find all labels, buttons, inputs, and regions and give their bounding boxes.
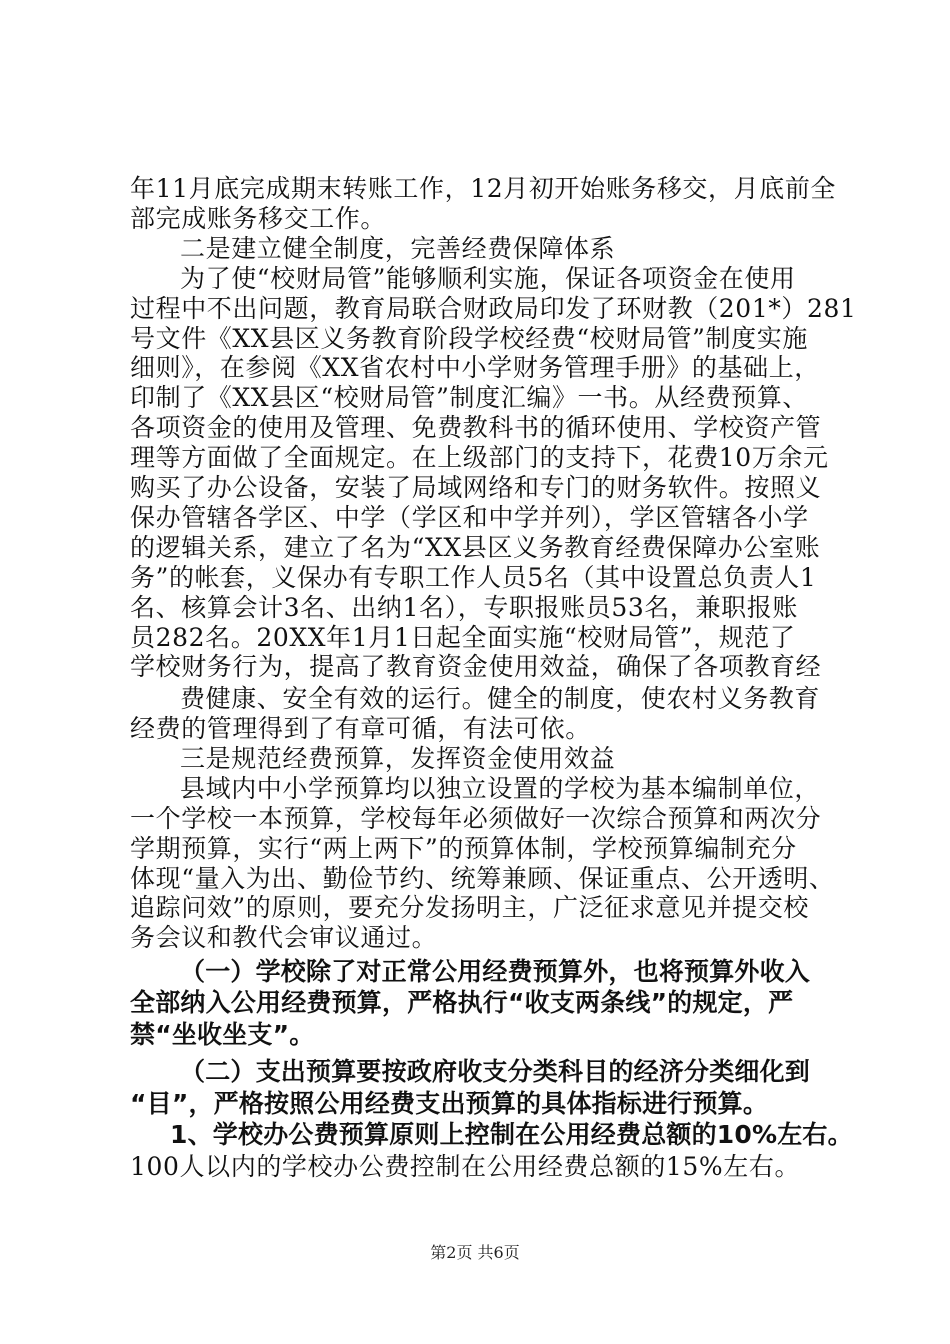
paragraph-line: 全部纳入公用经费预算，严格执行“收支两条线”的规定，严 [130, 988, 794, 1018]
paragraph-line: 学期预算，实行“两上两下”的预算体制，学校预算编制充分 [130, 833, 797, 863]
section-heading: 二是建立健全制度，完善经费保障体系 [180, 233, 616, 263]
paragraph-line: （二）支出预算要按政府收支分类科目的经济分类细化到 [180, 1057, 811, 1086]
paragraph-line: 理等方面做了全面规定。在上级部门的支持下，花费10万余元 [130, 443, 829, 473]
paragraph-line: 为了使“校财局管”能够顺利实施，保证各项资金在使用 [180, 263, 796, 293]
paragraph-line: 印制了《XX县区“校财局管”制度汇编》一书。从经费预算、 [130, 383, 808, 413]
paragraph-line: 务会议和教代会审议通过。 [130, 923, 438, 953]
paragraph-line: 100人以内的学校办公费控制在公用经费总额的15%左右。 [130, 1152, 801, 1181]
paragraph-line: 体现“量入为出、勤俭节约、统筹兼顾、保证重点、公开透明、 [130, 863, 835, 893]
paragraph-line: 员282名。20XX年1月1日起全面实施“校财局管”，规范了 [130, 622, 796, 652]
paragraph-line: （一）学校除了对正常公用经费预算外，也将预算外收入 [180, 956, 811, 986]
section-heading: 三是规范经费预算，发挥资金使用效益 [180, 743, 616, 773]
page-footer: 第2页 共6页 [430, 1243, 520, 1262]
paragraph-line: 学校财务行为，提高了教育资金使用效益，确保了各项教育经 [130, 652, 822, 682]
paragraph-line: 1、学校办公费预算原则上控制在公用经费总额的10%左右。 [170, 1120, 853, 1150]
paragraph-line: 细则》，在参阅《XX省农村中小学财务管理手册》的基础上， [130, 353, 820, 383]
paragraph-line: 购买了办公设备，安装了局域网络和专门的财务软件。按照义 [130, 473, 822, 503]
paragraph-line: 过程中不出问题，教育局联合财政局印发了环财教（201*）281 [130, 293, 857, 323]
paragraph-line: 经费的管理得到了有章可循，有法可依。 [130, 714, 591, 743]
paragraph-line: 务”的帐套，义保办有专职工作人员5名（其中设置总负责人1 [130, 562, 817, 592]
paragraph-line: 费健康、安全有效的运行。健全的制度，使农村义务教育 [180, 684, 821, 714]
paragraph-line: 号文件《XX县区义务教育阶段学校经费“校财局管”制度实施 [130, 323, 808, 353]
paragraph-line: 一个学校一本预算，学校每年必须做好一次综合预算和两次分 [130, 803, 822, 833]
paragraph-line: 禁“坐收坐支”。 [130, 1020, 315, 1050]
paragraph-line: 保办管辖各学区、中学（学区和中学并列），学区管辖各小学 [130, 502, 809, 532]
paragraph-line: 各项资金的使用及管理、免费教科书的循环使用、学校资产管 [130, 413, 822, 443]
paragraph-line: 名、核算会计3名、出纳1名），专职报账员53名，兼职报账 [130, 592, 798, 622]
paragraph-line: 追踪问效”的原则，要充分发扬明主，广泛征求意见并提交校 [130, 893, 809, 923]
paragraph-line: 年11月底完成期末转账工作，12月初开始账务移交，月底前全 [130, 174, 837, 203]
paragraph-line: 县域内中小学预算均以独立设置的学校为基本编制单位， [180, 773, 821, 803]
paragraph-line: 部完成账务移交工作。 [130, 203, 387, 233]
paragraph-line: “目”，严格按照公用经费支出预算的具体指标进行预算。 [130, 1088, 769, 1118]
paragraph-line: 的逻辑关系，建立了名为“XX县区义务教育经费保障办公室账 [130, 532, 821, 562]
